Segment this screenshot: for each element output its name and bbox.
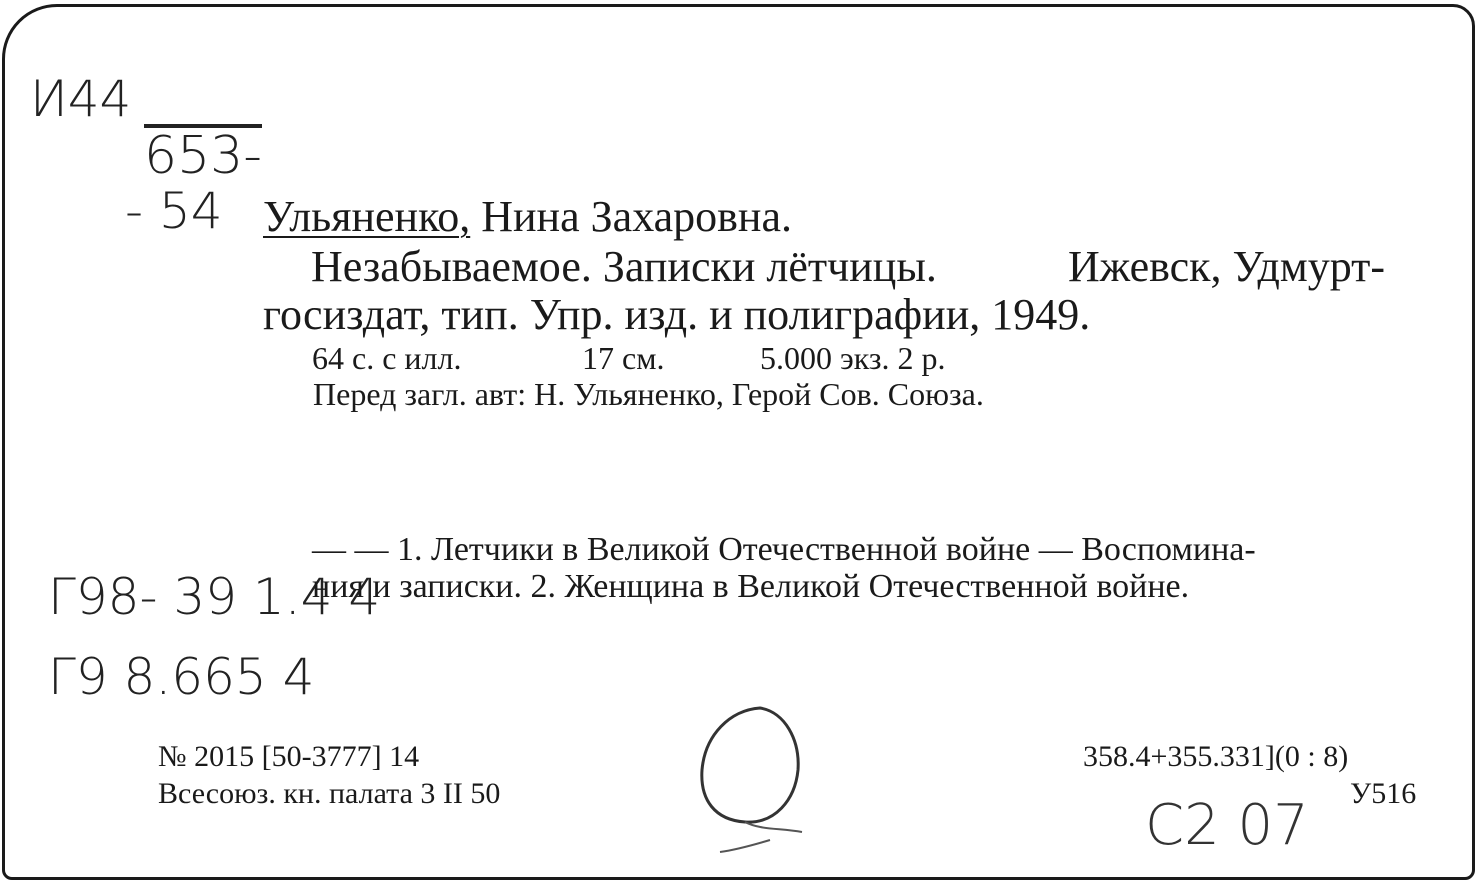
udc-classification: 358.4+355.331](0 : 8) [1083, 740, 1349, 773]
subject-line-2: ния и записки. 2. Женщина в Великой Отечественной войне. [312, 568, 1190, 605]
classification-code: У516 [1350, 777, 1417, 810]
handwritten-call-number-2: 653- [144, 126, 263, 186]
author-note: Перед загл. авт: Н. Ульяненко, Герой Сов. Союза. [313, 376, 984, 412]
author-given-name: Нина Захаровна. [481, 192, 792, 241]
card-number: № 2015 [50-3777] 14 [158, 740, 420, 773]
place-publisher: Ижевск, Удмурт- [1068, 242, 1386, 291]
pages: 64 с. с илл. [312, 340, 462, 376]
handwritten-call-number-1: И44 [30, 70, 132, 128]
copies-price: 5.000 экз. 2 р. [760, 340, 946, 376]
handwritten-note-1: Г98- 39 1.4 4 [48, 568, 381, 626]
ink-stamp-mark [690, 700, 830, 860]
subject-line-1: — — 1. Летчики в Великой Отечественной войне — Воспомина- [312, 531, 1256, 568]
publisher-line: госиздат, тип. Упр. изд. и полиграфии, 1949. [263, 290, 1091, 339]
author-heading [263, 192, 792, 241]
chamber-date: Всесоюз. кн. палата 3 II 50 [158, 777, 501, 810]
handwritten-note-3: С2 07 [1145, 793, 1309, 858]
handwritten-call-number-3: - 54 [125, 182, 223, 240]
handwritten-note-2: Г9 8.665 4 [48, 648, 315, 706]
title-line: Незабываемое. Записки лётчицы. [311, 242, 937, 291]
size: 17 см. [582, 340, 665, 376]
author-surname: Ульяненко, [263, 192, 471, 241]
